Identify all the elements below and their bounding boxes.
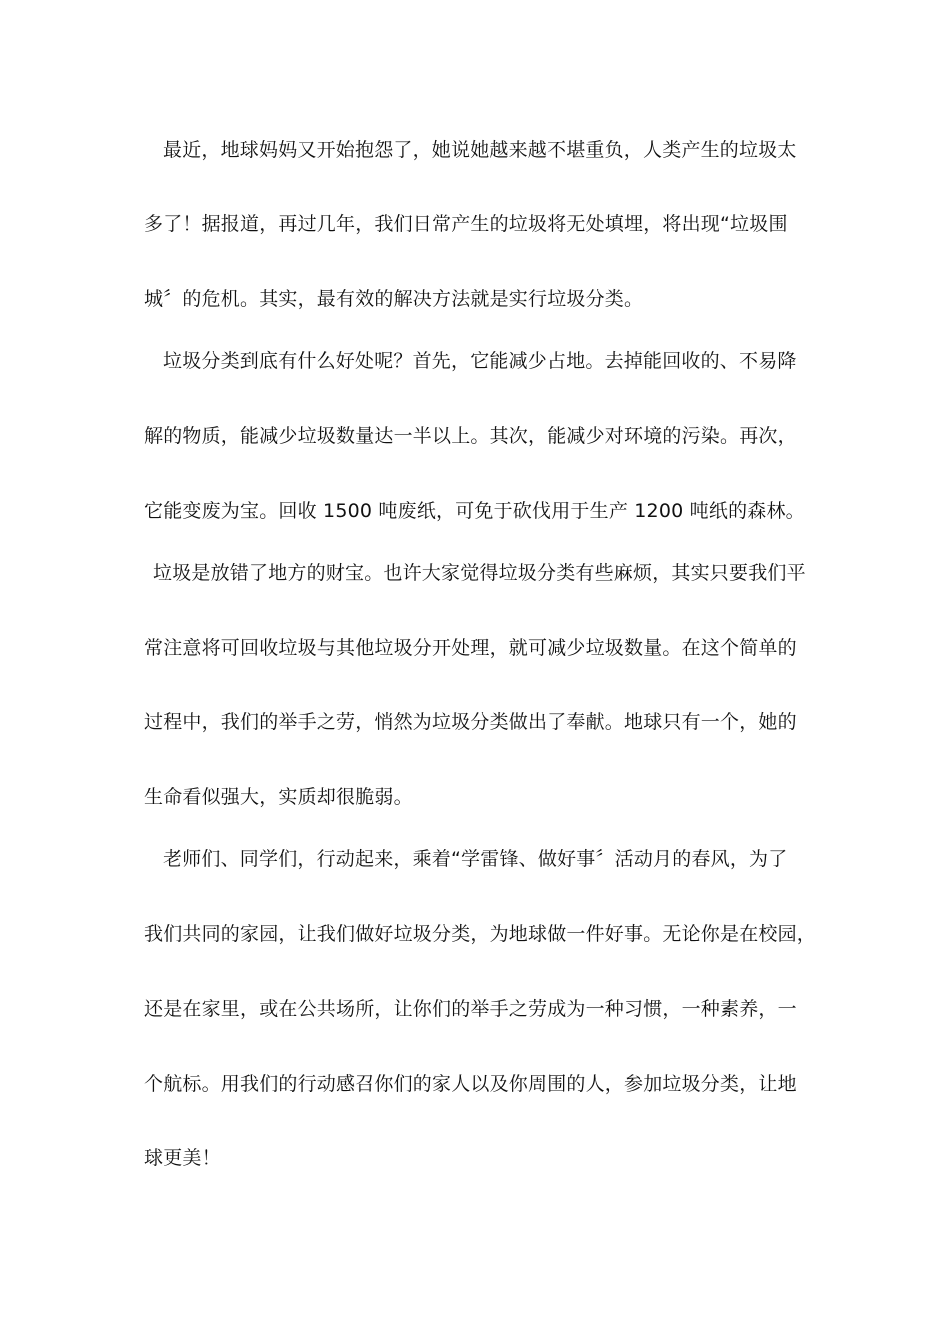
paragraph-2-line-1: 垃圾分类到底有什么好处呢？首先，它能减少占地。去掉能回收的、不易降	[163, 350, 797, 372]
paragraph-1-line-2: 多了！据报道，再过几年，我们日常产生的垃圾将无处填埋，将出现“垃圾围	[144, 213, 788, 235]
paragraph-4-line-5: 球更美！	[144, 1147, 221, 1169]
paragraph-3-line-1: 垃圾是放错了地方的财宝。也许大家觉得垃圾分类有些麻烦，其实只要我们平	[153, 562, 806, 584]
paragraph-4-line-2: 我们共同的家园，让我们做好垃圾分类，为地球做一件好事。无论你是在校园，	[144, 923, 817, 945]
paragraph-4-line-1: 老师们、同学们，行动起来，乘着“学雷锋、做好事〞活动月的春风，为了	[163, 848, 788, 870]
paragraph-4-line-4: 个航标。用我们的行动感召你们的家人以及你周围的人，参加垃圾分类，让地	[144, 1073, 797, 1095]
paragraph-3-line-2: 常注意将可回收垃圾与其他垃圾分开处理，就可减少垃圾数量。在这个简单的	[144, 637, 797, 659]
paragraph-2-line-2: 解的物质，能减少垃圾数量达一半以上。其次，能减少对环境的污染。再次，	[144, 425, 797, 447]
paragraph-1-line-3: 城〞的危机。其实，最有效的解决方法就是实行垃圾分类。	[144, 288, 644, 310]
paragraph-2-line-3: 它能变废为宝。回收 1500 吨废纸，可免于砍伐用于生产 1200 吨纸的森林。	[144, 500, 805, 522]
paragraph-4-line-3: 还是在家里，或在公共场所，让你们的举手之劳成为一种习惯，一种素养，一	[144, 998, 797, 1020]
paragraph-3-line-3: 过程中，我们的举手之劳，悄然为垃圾分类做出了奉献。地球只有一个，她的	[144, 711, 797, 733]
paragraph-3-line-4: 生命看似强大，实质却很脆弱。	[144, 786, 413, 808]
paragraph-1-line-1: 最近，地球妈妈又开始抱怨了，她说她越来越不堪重负，人类产生的垃圾太	[163, 139, 797, 161]
